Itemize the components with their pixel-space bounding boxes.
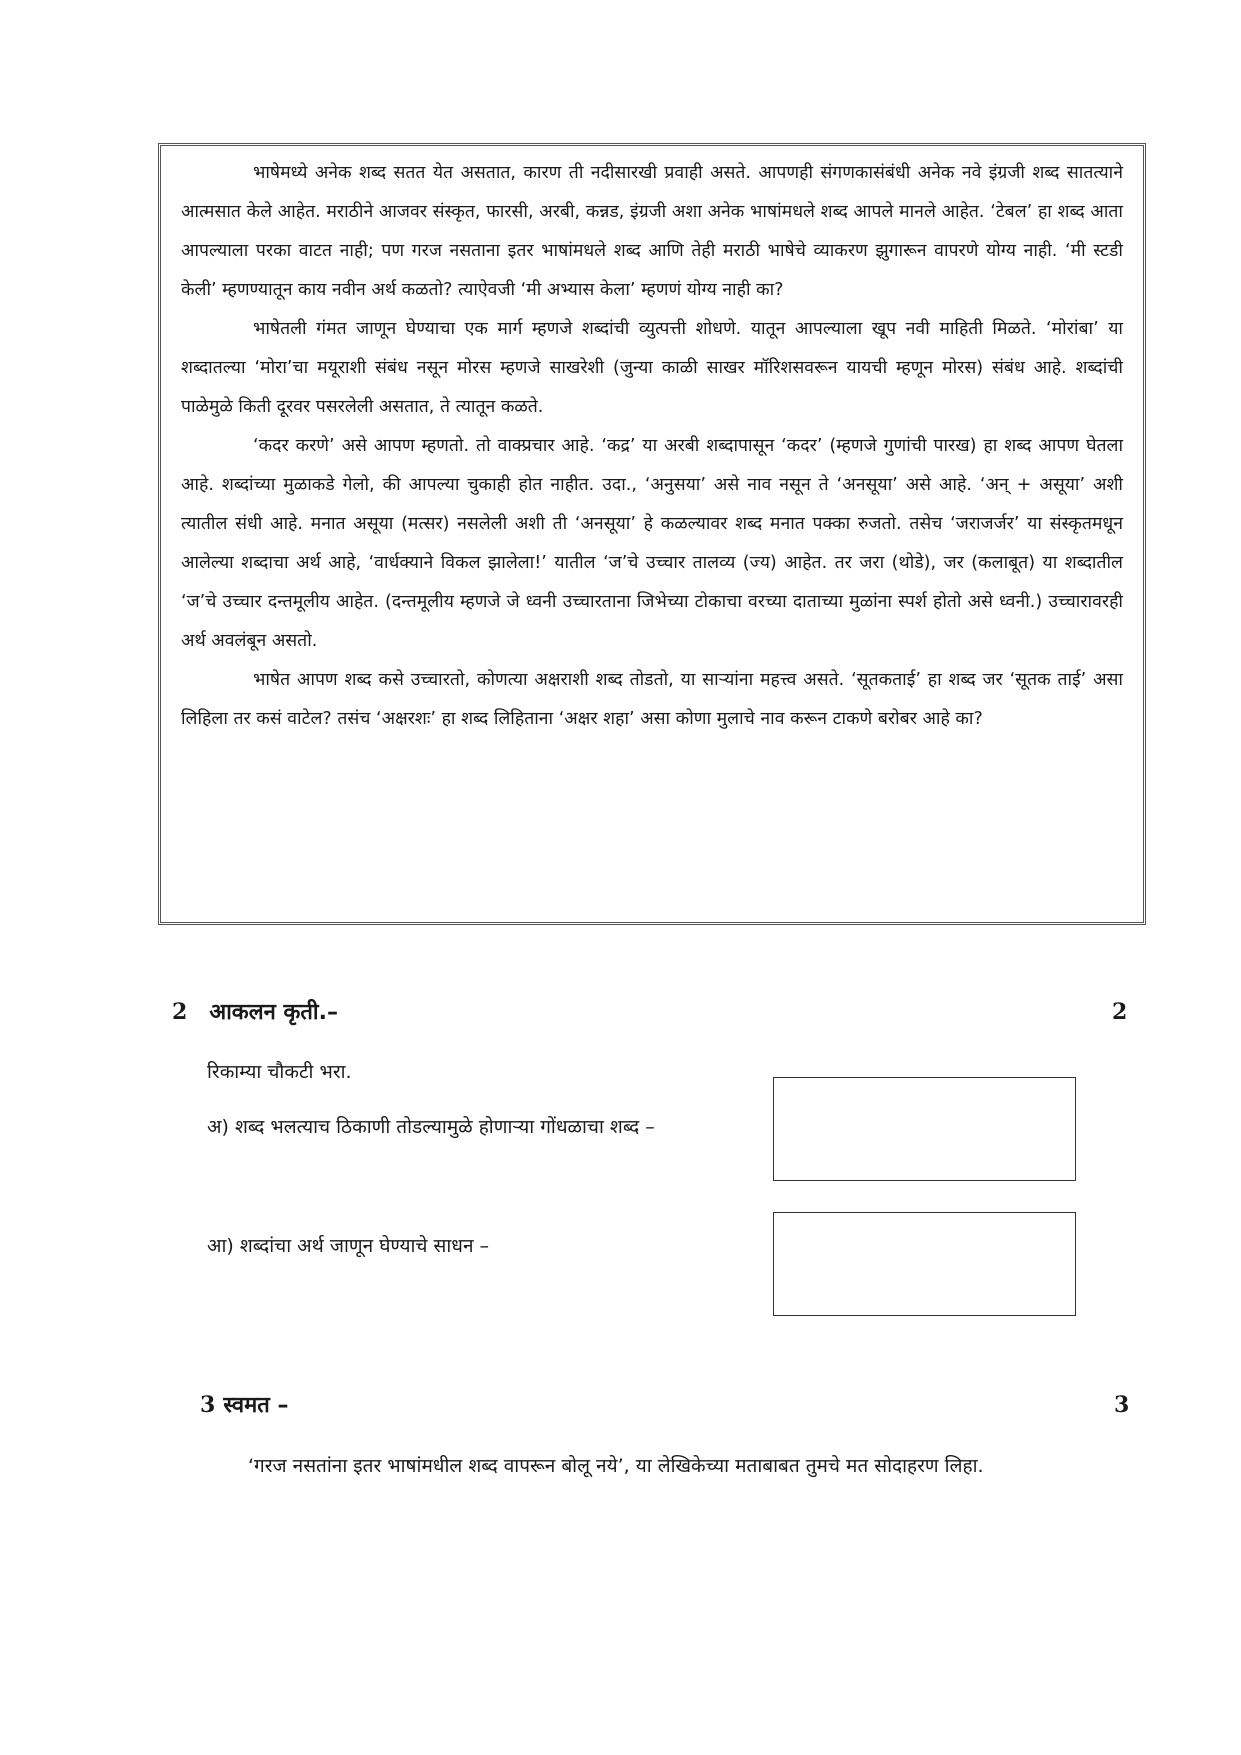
q3-marks: 3 <box>1114 1392 1130 1418</box>
q2-answer-box-a[interactable] <box>773 1077 1076 1181</box>
q2-item-a: अ) शब्द भलत्याच ठिकाणी तोडल्यामुळे होणाऱ्या गोंधळाचा शब्द – <box>207 1116 655 1138</box>
q3-title: स्वमत – <box>223 1393 289 1418</box>
passage-paragraph-1: भाषेमध्ये अनेक शब्द सतत येत असतात, कारण ती नदीसारखी प्रवाही असते. आपणही संगणकासंबंधी अनेक नवे इंग्रजी शब्द सातत्याने आत्मसात केले आहेत. मराठीने आजवर संस्कृत, फारसी, अरबी, कन्नड, इंग्रजी अशा अनेक भाषांमधले शब्द आपले मानले आहेत. ‘टेबल’ हा शब्द आता आपल्याला परका वाटत नाही; पण गरज नसताना इतर भाषांमधले शब्द आणि तेही मराठी भाषेचे व्याकरण झुगारून वापरणे योग्य नाही. ‘मी स्टडी केली’ म्हणण्यातून काय नवीन अर्थ कळतो? त्याऐवजी ‘मी अभ्यास केला’ म्हणणं योग्य नाही का? <box>181 163 1123 300</box>
q3-heading <box>200 1390 288 1421</box>
q2-answer-box-b[interactable] <box>773 1212 1076 1316</box>
q2-instruction: रिकाम्या चौकटी भरा. <box>207 1061 352 1083</box>
passage-paragraph-3: ‘कदर करणे’ असे आपण म्हणतो. तो वाक्प्रचार आहे. ‘कद्र’ या अरबी शब्दापासून ‘कदर’ (म्हणजे गुणांची पारख) हा शब्द आपण घेतला आहे. शब्दांच्या मुळाकडे गेलो, की आपल्या चुकाही होत नाहीत. उदा., ‘अनुसया’ असे नाव नसून ते ‘अनसूया’ असे आहे. ‘अन् + असूया’ अशी त्यातील संधी आहे. मनात असूया (मत्सर) नसलेली अशी ती ‘अनसूया’ हे कळल्यावर शब्द मनात पक्का रुजतो. तसेच ‘जराजर्जर’ या संस्कृतमधून आलेल्या शब्दाचा अर्थ आहे, ‘वार्धक्याने विकल झालेला!’ यातील ‘ज’चे उच्चार तालव्य (ज्य) आहेत. तर जरा (थोडे), जर (कलाबूत) या शब्दातील ‘ज’चे उच्चार दन्तमूलीय आहेत. (दन्तमूलीय म्हणजे जे ध्वनी उच्चारताना जिभेच्या टोकाचा वरच्या दाताच्या मुळांना स्पर्श होतो असे ध्वनी.) उच्चारावरही अर्थ अवलंबून असतो. <box>181 436 1123 651</box>
q2-number: 2 <box>172 999 188 1025</box>
passage-paragraph-2: भाषेतली गंमत जाणून घेण्याचा एक मार्ग म्हणजे शब्दांची व्युत्पत्ती शोधणे. यातून आपल्याला खूप नवी माहिती मिळते. ‘मोरांबा’ या शब्दातल्या ‘मोरा’चा मयूराशी संबंध नसून मोरस म्हणजे साखरेशी (जुन्या काळी साखर मॉरिशसवरून यायची म्हणून मोरस) संबंध आहे. शब्दांची पाळेमुळे किती दूरवर पसरलेली असतात, ते त्यातून कळते. <box>181 319 1123 417</box>
passage-paragraph-4: भाषेत आपण शब्द कसे उच्चारतो, कोणत्या अक्षराशी शब्द तोडतो, या साऱ्यांना महत्त्व असते. ‘सूतकताई’ हा शब्द जर ‘सूतक ताई’ असा लिहिला तर कसं वाटेल? तसंच ‘अक्षरशः’ हा शब्द लिहिताना ‘अक्षर शहा’ असा कोणा मुलाचे नाव करून टाकणे बरोबर आहे का? <box>181 670 1123 729</box>
q2-heading <box>172 997 338 1028</box>
q3-prompt: ‘गरज नसतांना इतर भाषांमधील शब्द वापरून बोलू नये’, या लेखिकेच्या मताबाबत तुमचे मत सोदाहरण लिहा. <box>248 1455 984 1477</box>
q2-item-b: आ) शब्दांचा अर्थ जाणून घेण्याचे साधन – <box>207 1235 490 1257</box>
q2-marks: 2 <box>1112 999 1128 1025</box>
q3-number: 3 <box>200 1392 216 1418</box>
q2-title: आकलन कृती.– <box>209 1000 338 1025</box>
passage-box <box>158 143 1146 925</box>
